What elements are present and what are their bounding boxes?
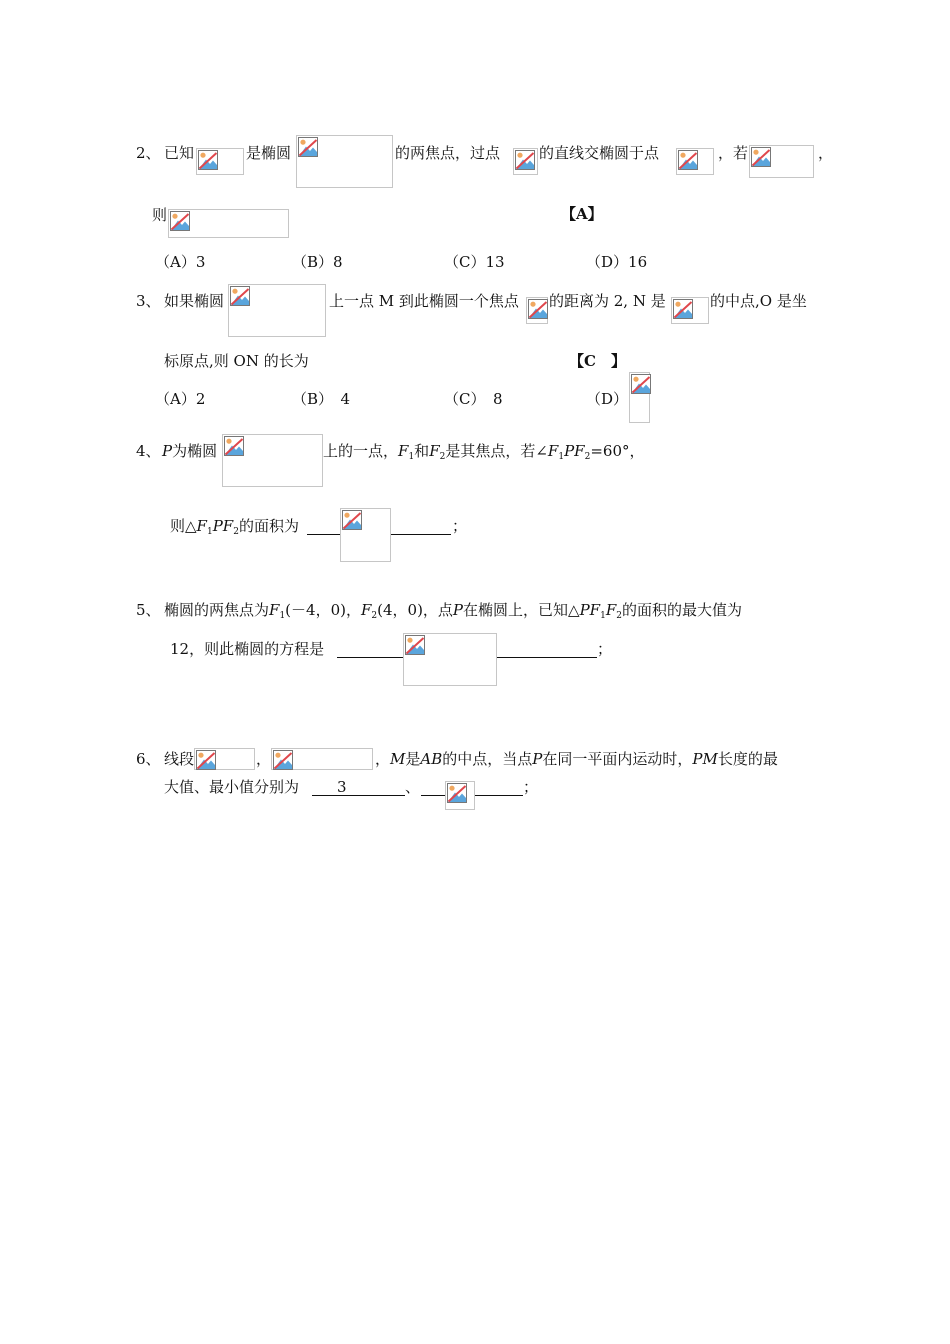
formula-image-placeholder <box>513 148 538 175</box>
q2-text: 则 <box>152 206 168 224</box>
answer-blank <box>497 639 597 658</box>
q5-number: 5、 <box>136 601 161 619</box>
q6-answer-max: 3 <box>337 778 347 796</box>
formula-image-placeholder <box>196 148 244 175</box>
broken-image-icon <box>198 150 218 170</box>
formula-image-placeholder <box>222 434 323 487</box>
q3-option-a: （A）2 <box>155 390 206 408</box>
q3-option-d: （D） <box>586 390 629 408</box>
broken-image-icon <box>678 150 698 170</box>
var-ab: AB <box>420 750 443 768</box>
formula-image-placeholder <box>403 633 497 686</box>
broken-image-icon <box>224 436 244 456</box>
q4-text: 的面积为 <box>238 517 299 535</box>
var-m: M <box>390 750 406 768</box>
subscript: 1 <box>206 527 213 537</box>
subscript: 2 <box>584 452 591 462</box>
q4-text: ； <box>452 517 468 535</box>
q4-line2 <box>170 516 299 536</box>
q6-number: 6、 <box>136 750 161 768</box>
var-f: F <box>429 442 440 460</box>
var-p: P <box>212 517 223 535</box>
q4-text: 是其焦点，若∠ <box>445 442 548 460</box>
answer-blank <box>312 777 405 796</box>
subscript: 1 <box>408 452 415 462</box>
var-p: P <box>579 601 590 619</box>
q3-text: 上一点 M 到此椭圆一个焦点 <box>329 292 519 310</box>
q2-text: ，若 <box>718 144 749 162</box>
q4-line1-right <box>323 441 644 461</box>
q5-text: (－4，0)， <box>285 601 361 619</box>
formula-image-placeholder <box>445 781 475 810</box>
var-f: F <box>574 442 585 460</box>
formula-image-placeholder <box>629 372 650 423</box>
q2-number: 2、 <box>136 144 161 162</box>
var-f: F <box>605 601 617 619</box>
var-f: F <box>360 601 372 619</box>
broken-image-icon <box>631 374 651 394</box>
var-p: P <box>532 750 543 768</box>
q2-text: 的两焦点，过点 <box>395 144 501 162</box>
var-f: F <box>398 442 409 460</box>
answer-blank <box>337 639 403 658</box>
broken-image-icon <box>447 783 467 803</box>
formula-image-placeholder <box>296 135 393 188</box>
q2-text: 的直线交椭圆于点 <box>539 144 660 162</box>
subscript: 2 <box>371 611 378 621</box>
q6-text: 的中点，当点 <box>442 750 533 768</box>
q3-option-b: （B） 4 <box>292 390 351 408</box>
q6-text: 线段 <box>164 750 195 768</box>
q4-number: 4、 <box>136 442 161 460</box>
q3-text: 的距离为 2, N 是 <box>549 292 666 310</box>
broken-image-icon <box>673 299 693 319</box>
subscript: 2 <box>616 611 622 621</box>
q2-option-b: （B）8 <box>292 253 343 271</box>
var-p: P <box>162 442 173 460</box>
subscript: 2 <box>233 527 239 537</box>
broken-image-icon <box>170 211 190 231</box>
q3-text: 标原点,则 ON 的长为 <box>164 352 309 370</box>
answer-blank <box>475 777 523 796</box>
var-f: F <box>222 517 234 535</box>
formula-image-placeholder <box>340 508 391 562</box>
q6-text: 是 <box>405 750 421 768</box>
answer-blank <box>391 516 451 535</box>
formula-image-placeholder <box>749 145 814 178</box>
q5-text: (4，0)，点 <box>377 601 453 619</box>
formula-image-placeholder <box>168 209 289 238</box>
q3-text: 如果椭圆 <box>164 292 225 310</box>
q2-option-c: （C）13 <box>444 253 505 271</box>
subscript: 2 <box>439 452 446 462</box>
formula-image-placeholder <box>271 748 373 770</box>
q4-text: 和 <box>414 442 430 460</box>
var-f: F <box>547 442 559 460</box>
q6-text: 长度的最 <box>717 750 778 768</box>
broken-image-icon <box>342 510 362 530</box>
q6-line1 <box>375 749 778 769</box>
var-f: F <box>589 601 601 619</box>
broken-image-icon <box>515 150 535 170</box>
broken-image-icon <box>528 299 548 319</box>
answer-blank <box>307 516 340 535</box>
broken-image-icon <box>273 750 293 770</box>
q6-text: 大值、最小值分别为 <box>164 778 300 796</box>
formula-image-placeholder <box>676 148 714 175</box>
q5-text: 的面积的最大值为 <box>621 601 742 619</box>
q5-text: 12，则此椭圆的方程是 <box>170 640 325 658</box>
broken-image-icon <box>405 635 425 655</box>
q5-text: 椭圆的两焦点为 <box>164 601 270 619</box>
q2-text: ， <box>818 144 834 162</box>
q6-text: ， <box>256 750 272 768</box>
q4-text: =60°， <box>590 442 645 460</box>
broken-image-icon <box>751 147 771 167</box>
q2-option-d: （D）16 <box>586 253 648 271</box>
q2-text: 是椭圆 <box>246 144 292 162</box>
q6-text: 在同一平面内运动时， <box>542 750 693 768</box>
q3-answer: 【C 】 <box>569 352 626 370</box>
subscript: 1 <box>558 452 565 462</box>
q6-text: ， <box>375 750 391 768</box>
broken-image-icon <box>230 286 250 306</box>
q2-option-a: （A）3 <box>155 253 206 271</box>
formula-image-placeholder <box>194 748 255 770</box>
q4-text: 则△ <box>170 517 197 535</box>
formula-image-placeholder <box>526 297 548 324</box>
q4-text: 为椭圆 <box>172 442 218 460</box>
broken-image-icon <box>298 137 318 157</box>
q5-text: ； <box>597 640 613 658</box>
formula-image-placeholder <box>228 284 326 337</box>
answer-blank <box>421 777 445 796</box>
var-f: F <box>269 601 280 619</box>
subscript: 1 <box>600 611 606 621</box>
var-p: P <box>452 601 464 619</box>
var-pm: PM <box>692 750 718 768</box>
q5-line1 <box>164 600 742 620</box>
q4-line1-left <box>162 441 217 461</box>
q6-text: 、 <box>405 778 421 796</box>
q3-option-c: （C） 8 <box>444 390 503 408</box>
q6-text: ； <box>523 778 539 796</box>
q4-text: 上的一点， <box>323 442 399 460</box>
broken-image-icon <box>196 750 216 770</box>
formula-image-placeholder <box>671 297 709 324</box>
q2-text: 已知 <box>164 144 195 162</box>
var-f: F <box>196 517 207 535</box>
subscript: 1 <box>279 611 286 621</box>
q3-number: 3、 <box>136 292 161 310</box>
q5-text: 在椭圆上，已知△ <box>463 601 580 619</box>
var-p: P <box>564 442 575 460</box>
q2-answer: 【A】 <box>561 205 603 223</box>
q3-text: 的中点,O 是坐 <box>710 292 807 310</box>
